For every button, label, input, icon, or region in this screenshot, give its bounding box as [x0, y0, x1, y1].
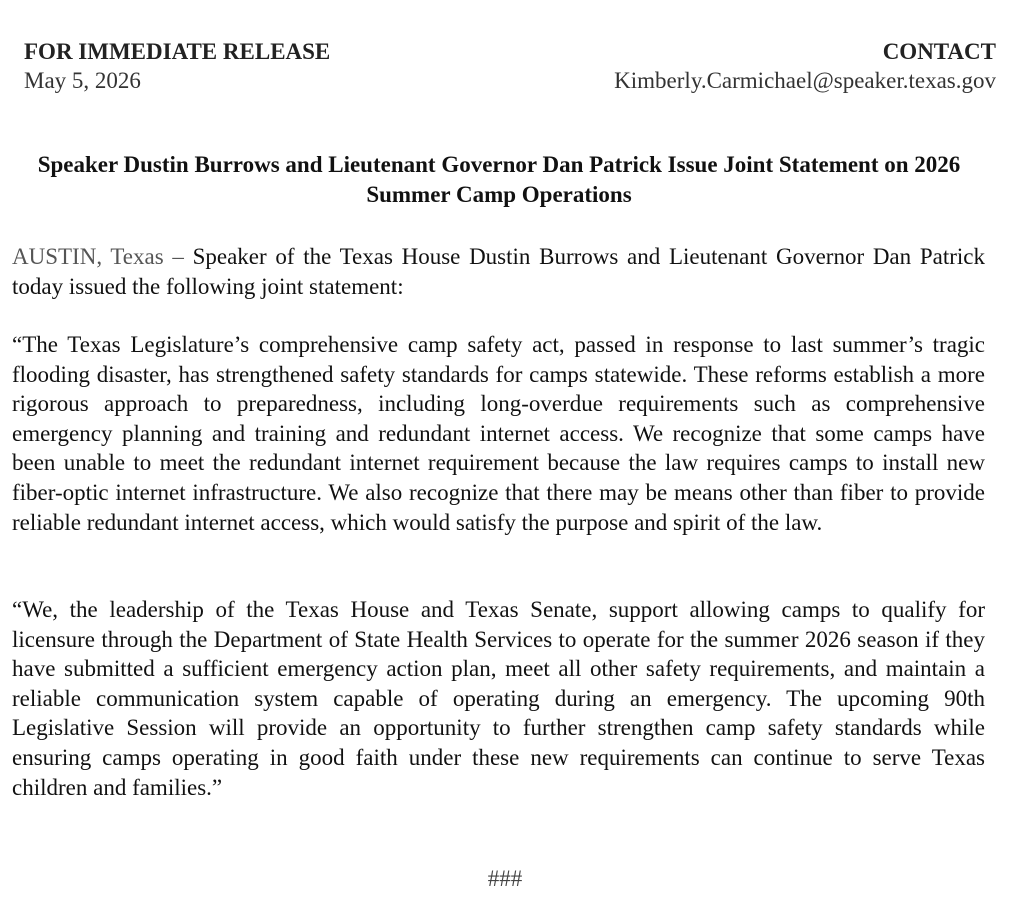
statement-paragraph-1: “The Texas Legislature’s comprehensive camp safety act, passed in response to last summer’s tragic flooding disaster, has strengthened safety standards for camps statewide. These reforms establish a more rigorous approach to preparedness, including long-overdue requirements such as comprehensive emergency planning and training and redundant internet access. We recognize that some camps have been unable to meet the redundant internet requirement because the law requires camps to install new fiber-optic internet infrastructure. We also recognize that there may be means other than fiber to provide reliable redundant internet access, which would satisfy the purpose and spirit of the law.: [12, 332, 985, 535]
intro-paragraph: [12, 242, 985, 301]
dateline: AUSTIN, Texas –: [12, 244, 184, 269]
statement-paragraph-2: “We, the leadership of the Texas House and Texas Senate, support allowing camps to qualify for licensure through the Department of State Health Services to operate for the summer 2026 season if they have submitted a sufficient emergency action plan, meet all other safety requirements, and maintain a reliable communication system capable of operating during an emergency. The upcoming 90th Legislative Session will provide an opportunity to further strengthen camp safety standards while ensuring camps operating in good faith under these new requirements can continue to serve Texas children and families.”: [12, 597, 985, 800]
contact-info: [476, 38, 996, 96]
intro-text: Speaker of the Texas House Dustin Burrows and Lieutenant Governor Dan Patrick today issued the following joint statement:: [12, 244, 985, 299]
release-date: May 5, 2026: [24, 68, 141, 93]
contact-email: Kimberly.Carmichael@speaker.texas.gov: [614, 68, 996, 93]
release-info: [24, 38, 444, 96]
end-of-release-mark: ###: [487, 866, 523, 891]
press-release-headline: Speaker Dustin Burrows and Lieutenant Governor Dan Patrick Issue Joint Statement on 2026 Summer Camp Operations: [37, 152, 961, 207]
release-label: FOR IMMEDIATE RELEASE: [24, 39, 331, 64]
contact-label: CONTACT: [882, 39, 996, 64]
